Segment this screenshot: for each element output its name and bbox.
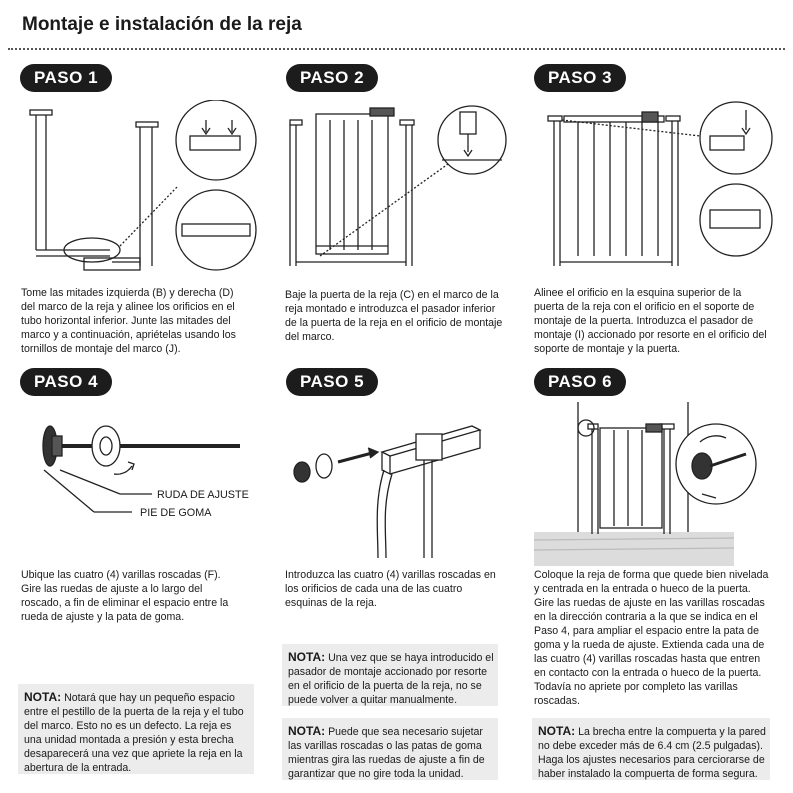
step-3-text: Alinee el orificio en la esquina superior de la puerta de la reja con el orificio en el soporte de montaje de la puerta. Introduzca el pasador de montaje (I) accionado por resorte en el orificio del soporte de montaje y la puerta. [534, 287, 767, 355]
step-4-illustration [30, 412, 260, 522]
step-6-text: Coloque la reja de forma que quede bien nivelada y centrada en la entrada o hueco de la puerta. Gire las ruedas de ajuste en las varillas roscadas en la dirección contraria a la que se indica en el Paso 4, para ampliar el espacio entre la pata de goma y la rueda de ajuste. Extienda cada una de las cuatro (4) varillas roscadas hasta que entren en contacto con la entrada o hueco de la puerta. Todavía no apriete por completo las varillas roscadas. [534, 569, 769, 707]
step-2-text: Baje la puerta de la reja (C) en el marco de la reja montado e introduzca el pasador inferior de la puerta de la reja en el orificio de montaje del marco. [285, 289, 503, 343]
dotted-divider [8, 48, 785, 50]
step-4-badge: PASO 4 [20, 368, 112, 396]
step-1-text: Tome las mitades izquierda (B) y derecha (D) del marco de la reja y alinee los orificios en el tubo horizontal inferior. Junte las mitades del marco y a continuación, apriételas usando los tornillos de montaje del marco (J). [21, 287, 236, 355]
step-2-badge: PASO 2 [286, 64, 378, 92]
rubber-foot-label: PIE DE GOMA [140, 507, 212, 519]
step-3-illustration [538, 98, 774, 274]
page-title: Montaje e instalación de la reja [22, 14, 302, 35]
step-5-illustration [282, 412, 502, 562]
note-text: Notará que hay un pequeño espacio entre el pestillo de la puerta de la reja y el tubo del marco. Esto no es un defecto. La reja es una unidad montada a presión y esta brecha desaparecerá una vez que apriete la reja en la abertura de la entrada. [24, 692, 244, 774]
note-step-5-hold [282, 718, 498, 780]
note-step-6 [532, 718, 770, 780]
note-label: NOTA: [288, 724, 326, 738]
note-text: La brecha entre la compuerta y la pared no debe exceder más de 6.4 cm (2.5 pulgadas). Haga los ajustes necesarios para cerciorarse de haber instalado la compuerta de forma segura. [538, 726, 766, 780]
step-1-illustration [20, 100, 260, 280]
step-5-text: Introduzca las cuatro (4) varillas roscadas en los orificios de cada una de las cuatro esquinas de la reja. [285, 569, 496, 609]
note-label: NOTA: [24, 690, 62, 704]
step-1-badge: PASO 1 [20, 64, 112, 92]
step-5-badge: PASO 5 [286, 368, 378, 396]
note-label: NOTA: [288, 650, 326, 664]
note-step-4 [18, 684, 254, 774]
step-6-illustration [534, 402, 774, 566]
note-text: Una vez que se haya introducido el pasador de montaje accionado por resorte en el orificio de la puerta de la reja, no se puede volver a quitar manualmente. [288, 652, 494, 706]
step-4-text: Ubique las cuatro (4) varillas roscadas (F). Gire las ruedas de ajuste a lo largo del roscado, a fin de eliminar el espacio entre la rueda de ajuste y la pata de goma. [21, 569, 229, 623]
step-6-badge: PASO 6 [534, 368, 626, 396]
step-3-badge: PASO 3 [534, 64, 626, 92]
adjustment-wheel-label: RUDA DE AJUSTE [157, 489, 249, 501]
step-2-illustration [282, 100, 518, 276]
note-label: NOTA: [538, 724, 576, 738]
note-text: Puede que sea necesario sujetar las varillas roscadas o las patas de goma mientras gira las ruedas de ajuste a fin de garantizar que no gire toda la unidad. [288, 726, 485, 780]
note-step-5-pin [282, 644, 498, 706]
